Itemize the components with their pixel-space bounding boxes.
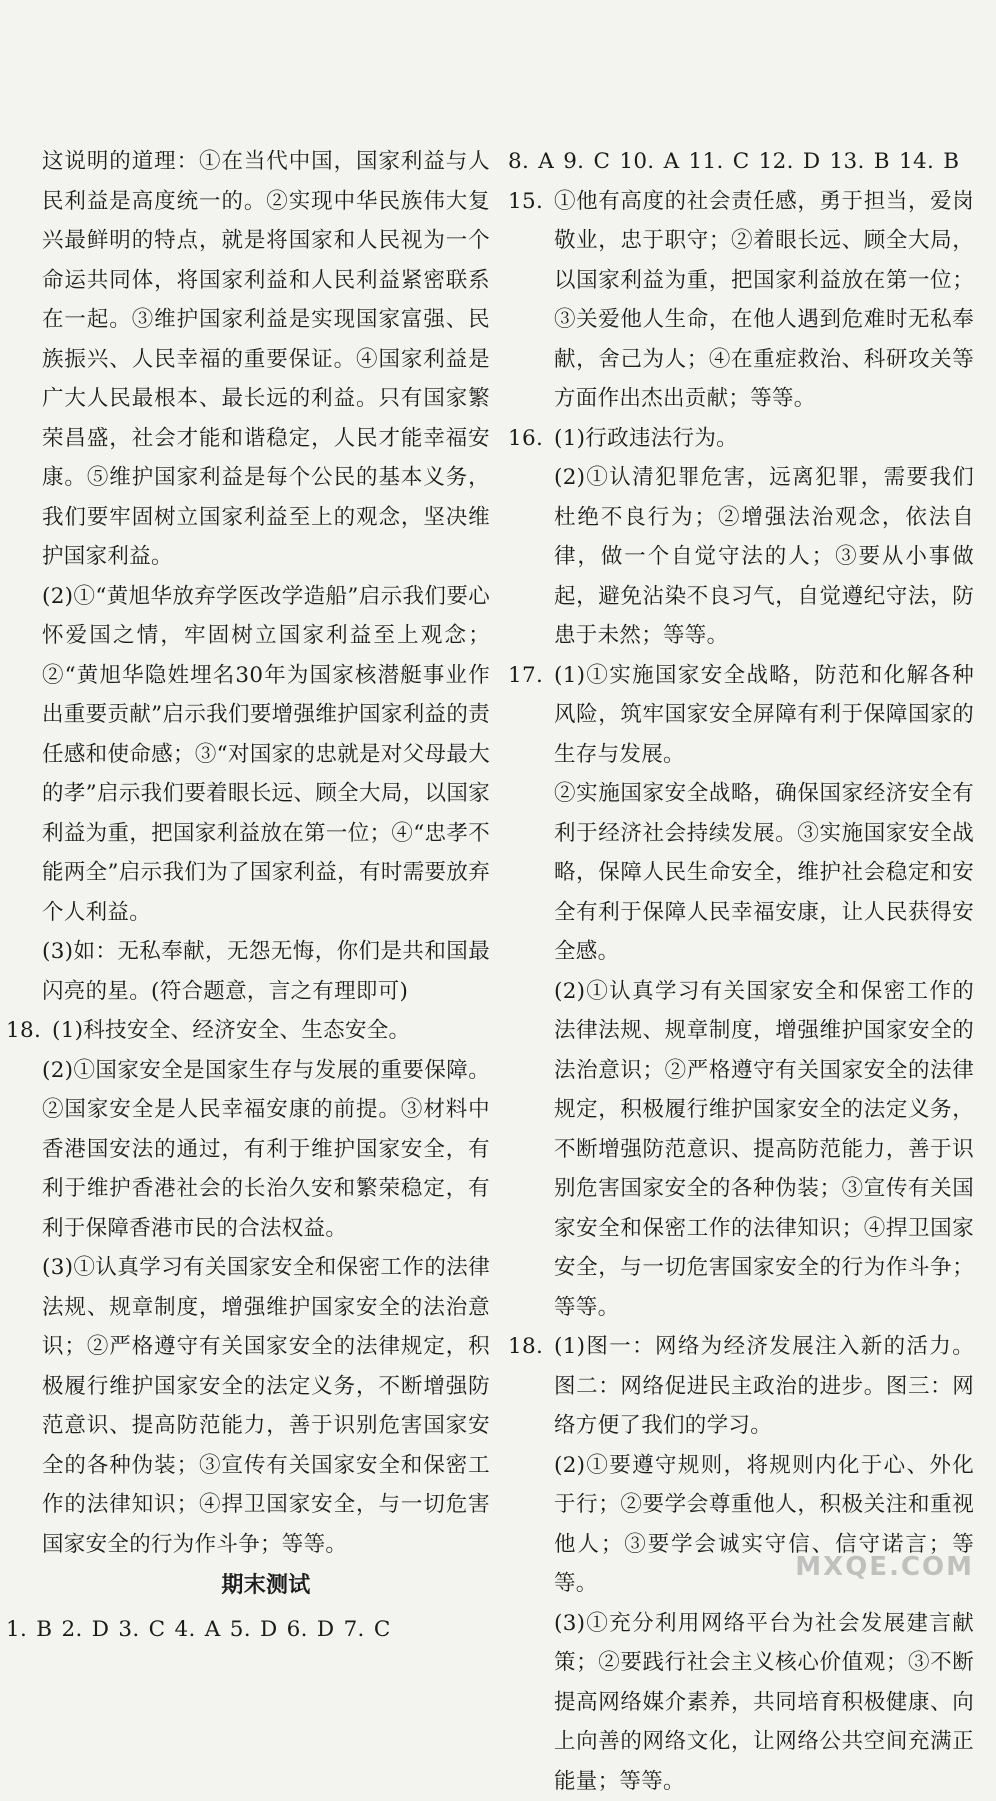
answer-part-2: (2)①认真学习有关国家安全和保密工作的法律法规、规章制度，增强维护国家安全的法治意识；②严格遵守有关国家安全的法律规定，积极履行维护国家安全的法定义务，不断增强防范意识、提高防范能力，善于识别危害国家安全的各种伪装；③宣传有关国家安全和保密工作的法律知识；④捍卫国家安全，与一切危害国家安全的行为作斗争；等等。 (508, 972, 974, 1328)
paragraph-q3: (3)如：无私奉献，无怨无悔，你们是共和国最闪亮的星。(符合题意，言之有理即可) (42, 932, 490, 1011)
answer-part-2: (2)①要遵守规则，将规则内化于心、外化于行；②要学会尊重他人，积极关注和重视他人；③要学会诚实守信、信守诺言；等等。 (508, 1446, 974, 1604)
question-16 (508, 419, 974, 459)
answer-part-1: (1)行政违法行为。 (554, 419, 974, 459)
question-number: 18. (508, 1327, 554, 1446)
section-title-final-test: 期末测试 (42, 1566, 490, 1606)
paragraph-q2: (2)①“黄旭华放弃学医改学造船”启示我们要心怀爱国之情，牢固树立国家利益至上观念；②“黄旭华隐姓埋名30年为国家核潜艇事业作出重要贡献”启示我们要增强维护国家利益的责任感和使命感；③“对国家的忠就是对父母最大的孝”启示我们要着眼长远、顾全大局，以国家利益为重，把国家利益放在第一位；④“忠孝不能两全”启示我们为了国家利益，有时需要放弃个人利益。 (42, 577, 490, 933)
answer-part-3: (3)①认真学习有关国家安全和保密工作的法律法规、规章制度，增强维护国家安全的法治意识；②严格遵守有关国家安全的法律规定，积极履行维护国家安全的法定义务，不断增强防范意识、提高防范能力，善于识别危害国家安全的各种伪装；③宣传有关国家安全和保密工作的法律知识；④捍卫国家安全，与一切危害国家安全的行为作斗争；等等。 (42, 1248, 490, 1564)
left-column (42, 142, 490, 1649)
answer-part-1: (1)科技安全、经济安全、生态安全。 (52, 1011, 490, 1051)
question-15 (508, 182, 974, 419)
watermark-logo (804, 1512, 974, 1582)
answer-key-8-14: 8. A 9. C 10. A 11. C 12. D 13. B 14. B (508, 142, 974, 182)
question-17 (508, 656, 974, 775)
question-number: 16. (508, 419, 554, 459)
question-number: 17. (508, 656, 554, 775)
question-number: 18. (6, 1011, 52, 1051)
question-number: 15. (508, 182, 554, 419)
answer-part-1: (1)①实施国家安全战略，防范和化解各种风险，筑牢国家安全屏障有利于保障国家的生存与发展。 (554, 656, 974, 775)
answer-part-2: (2)①国家安全是国家生存与发展的重要保障。②国家安全是人民幸福安康的前提。③材料中香港国安法的通过，有利于维护国家安全，有利于维护香港社会的长治久安和繁荣稳定，有利于保障香港市民的合法权益。 (42, 1051, 490, 1249)
answer-part-3: (3)①充分利用网络平台为社会发展建言献策；②要践行社会主义核心价值观；③不断提高网络媒介素养，共同培育积极健康、向上向善的网络文化，让网络公共空间充满正能量；等等。 (508, 1604, 974, 1801)
question-18-right (508, 1327, 974, 1446)
answer-key-1-7: 1. B 2. D 3. C 4. A 5. D 6. D 7. C (6, 1610, 490, 1650)
question-18-left (6, 1011, 490, 1051)
answer-part-2: (2)①认清犯罪危害，远离犯罪，需要我们杜绝不良行为；②增强法治观念，依法自律，做一个自觉守法的人；③要从小事做起，避免沾染不良习气，自觉遵纪守法，防患于未然；等等。 (508, 458, 974, 656)
watermark-text: MXQE.COM (795, 1552, 974, 1582)
answer-part-1: (1)图一：网络为经济发展注入新的活力。图二：网络促进民主政治的进步。图三：网络方便了我们的学习。 (554, 1327, 974, 1446)
paragraph-reasoning: 这说明的道理：①在当代中国，国家利益与人民利益是高度统一的。②实现中华民族伟大复兴最鲜明的特点，就是将国家和人民视为一个命运共同体，将国家利益和人民利益紧密联系在一起。③维护国家利益是实现国家富强、民族振兴、人民幸福的重要保证。④国家利益是广大人民最根本、最长远的利益。只有国家繁荣昌盛，社会才能和谐稳定，人民才能幸福安康。⑤维护国家利益是每个公民的基本义务，我们要牢固树立国家利益至上的观念，坚决维护国家利益。 (42, 142, 490, 577)
answer-part-1-cont: ②实施国家安全战略，确保国家经济安全有利于经济社会持续发展。③实施国家安全战略，保障人民生命安全，维护社会稳定和安全有利于保障人民幸福安康，让人民获得安全感。 (508, 774, 974, 972)
answer-text: ①他有高度的社会责任感，勇于担当，爱岗敬业，忠于职守；②着眼长远、顾全大局，以国家利益为重，把国家利益放在第一位；③关爱他人生命，在他人遇到危难时无私奉献，舍己为人；④在重症救治、科研攻关等方面作出杰出贡献；等等。 (554, 182, 974, 419)
